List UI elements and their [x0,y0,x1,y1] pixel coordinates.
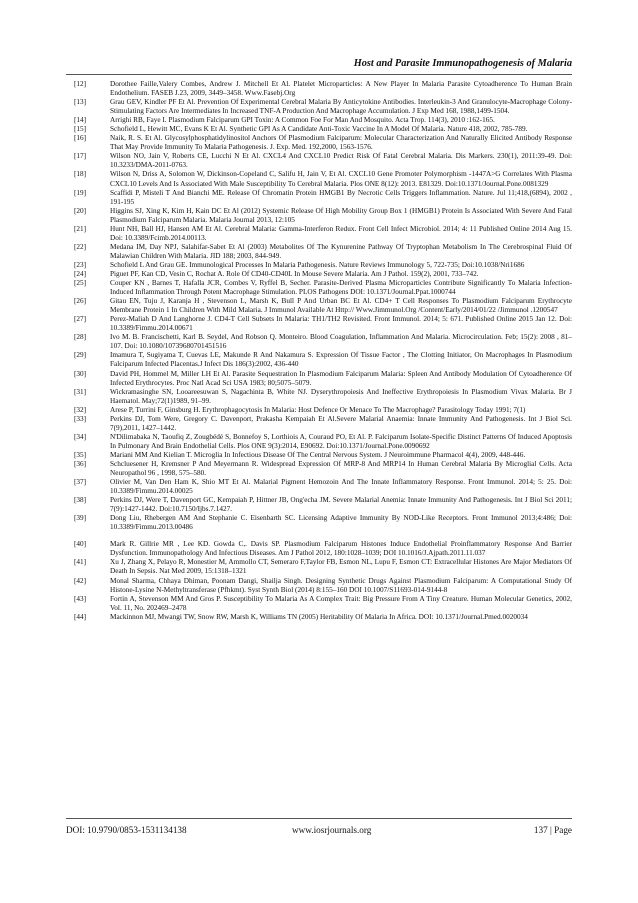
reference-text: Hunt NH, Ball HJ, Hansen AM Et Al. Cerebral Malaria: Gamma-Interferon Redux. Front Cell Infect Microbiol. 2014; 4: 11 Published Online 2014 Aug 15. Doi: 10.3389/Fcimb.2014.00113. [110,224,572,242]
reference-item [74,243,572,261]
reference-number: [42] [74,576,87,585]
reference-item [74,613,572,622]
reference-item [74,98,572,116]
reference-number: [36] [74,459,87,468]
reference-text: Monal Sharma, Chhaya Dhiman, Poonam Dangi, Shailja Singh. Designing Synthetic Drugs Against Plasmodium Falciparum: A Computational Study Of Histone-Lysine N-Methyltransferase (Pfhkmt). Syst Synth Biol (2014) 8:155–160 DOI 10.1007/S11693-014-9144-8 [110,576,572,594]
reference-text: Xu J, Zhang X, Pelayo R, Monestier M, Ammollo CT, Semeraro F,Taylor FB, Esmon NL, Lupu F, Esmon CT: Extracellular Histones Are Major Mediators Of Death In Sepsis. Nat Med 2009, 15:1318–1321 [110,558,572,576]
reference-text: Scaffidi P, Misteli T And Bianchi ME. Release Of Chromatin Protein HMGB1 By Necrotic Cells Triggers Inflammation. Nature. Jul 11;418,(6894), 2002 , 191-195 [110,188,572,206]
running-header: Host and Parasite Immunopathogenesis of Malaria [353,58,572,69]
reference-text: Gitau EN, Tuju J, Karanja H , Stevenson L, Marsh K, Bull P And Urban BC Et Al. CD4+ T Cell Responses To Plasmodium Falciparum Erythrocyte Membrane Protein 1 In Children With Mild Malaria. J Immunol Available At Http:// Www.Jimmunol.Org /Content/Early/2014/01/22 /Jimmunol .1200547 [110,297,572,315]
reference-text: Olivier M, Van Den Ham K, Shio MT Et Al. Malarial Pigment Hemozoin And The Innate Inflammatory Response. Front Immunol. 2014; 5: 25. Doi: 10.3389/Fimmu.2014.00025 [110,478,572,496]
reference-number: [29] [74,351,87,360]
reference-item [74,225,572,243]
reference-item [74,116,572,125]
reference-text: Ivo M. B. Francischetti, Karl B. Seydel, And Robson Q. Monteiro. Blood Coagulation, Inflammation And Malaria. Microcirculation. Feb; 15(2): 2008 , 81–107. Doi: 10.1080/10739680701451516 [110,333,572,351]
reference-number: [14] [74,116,87,125]
reference-number: [18] [74,170,87,179]
reference-number: [12] [74,80,87,88]
reference-list [74,80,572,622]
reference-text: Wickramasinghe SN, Looareesuwan S, Nagachinta B, White NJ. Dyserythropoiesis And Ineffective Erythropoiesis In Plasmodium Vivax Malaria. Br J Haematol. May;72(1)1989, 91–99. [110,387,572,405]
reference-item [74,460,572,478]
reference-number: [23] [74,260,87,269]
reference-text: Dong Liu, Rhebergen AM And Stephanie C. Eisenbarth SC. Licensing Adaptive Immunity By NOD-Like Receptors. Front Immunol 2013;4:486; Doi: 10.3389/Fimmu.2013.00486 [110,514,572,532]
reference-item [74,451,572,460]
reference-text: Fortin A, Stevenson MM And Gros P. Susceptibility To Malaria As A Complex Trait: Big Pressure From A Tiny Creature. Human Molecular Genetics, 2002, Vol. 11, No. 202469–2478 [110,594,572,612]
footer-website: www.iosrjournals.org [292,825,372,835]
reference-text: Grau GEV, Kindler PF Et Al. Prevention Of Experimental Cerebral Malaria By Anticytokine Antibodies. Interleukin-3 And Granulocyte-Macrophage Colony-Stimulating Factors Are Intermediates In Increased TNF-A Production And Macrophage Accumulation. J Exp Med 168, 1988,1499-1504. [110,98,572,116]
reference-number: [39] [74,514,87,523]
reference-item [74,170,572,188]
reference-item [74,370,572,388]
reference-item [74,315,572,333]
reference-item [74,207,572,225]
reference-text: Arrighi RB, Faye I. Plasmodium Falciparum GPI Toxin: A Common Foe For Man And Mosquito. Acta Trop. 114(3), 2010 :162-165. [110,116,495,125]
reference-text: Mariani MM And Kielian T. Microglia In Infectious Disease Of The Central Nervous System. J Neuroimmune Pharmacol 4(4), 2009, 448-446. [110,450,526,459]
reference-item [74,270,572,279]
reference-item [74,558,572,576]
reference-number: [33] [74,414,87,423]
reference-text: Wilson NO, Jain V, Roberts CE, Lucchi N Et Al. CXCL4 And CXCL10 Predict Risk Of Fatal Cerebral Malaria. Dis Markers. 230(1), 2011:39-49. Doi: 10.3233/DMA-2011-0763. [110,152,572,170]
header-rule [66,74,572,75]
reference-number: [44] [74,612,87,621]
reference-item [74,514,572,532]
reference-number: [28] [74,333,87,342]
reference-number: [13] [74,98,87,107]
reference-number: [15] [74,125,87,134]
reference-number: [37] [74,478,87,487]
reference-number: [16] [74,134,87,143]
reference-number: [25] [74,279,87,288]
reference-item [74,80,572,98]
reference-number: [41] [74,558,87,567]
reference-text: David PH, Hommel M, Miller LH Et Al. Parasite Sequestration In Plasmodium Falciparum Malaria: Spleen And Antibody Modulation Of Cytoadherence Of Infected Erythrocytes. Proc Natl Acad Sci USA 1983; 80;5075–5079. [110,369,572,387]
reference-item [74,134,572,152]
reference-text: Higgins SJ, Xing K, Kim H, Kain DC Et Al (2012) Systemic Release Of High Mobility Group Box 1 (HMGB1) Protein Is Associated With Severe And Fatal Plasmodium Falciparum Malaria. Malaria Journal 2013, 12:105 [110,206,572,224]
reference-number: [22] [74,242,87,251]
reference-number: [32] [74,405,87,414]
reference-number: [21] [74,224,87,233]
reference-number: [31] [74,387,87,396]
reference-text: Couper KN , Barnes T, Hafalla JCR, Combes V, Ryffel B, Secher. Parasite-Derived Plasma Microparticles Contribute Significantly To Malaria Infection-Induced Inflammation Through Potent Macrophage Stimulation. PLOS Pathogens DOI: 10.1371/Journal.Ppat.1000744 [110,279,572,297]
footer-rule [66,818,572,819]
footer-doi: DOI: 10.9790/0853-1531134138 [66,825,187,835]
reference-item [74,333,572,351]
reference-text: Naik, R. S. Et Al. Glycosylphosphatidylinositol Anchors Of Plasmodium Falciparum: Molecular Characterization And Naturally Elicited Antibody Response That May Provide Immunity To Malaria Pathogenesis. J. Exp. Med. 192,2000, 1563-1576. [110,134,572,152]
reference-item [74,595,572,613]
reference-item [74,388,572,406]
reference-number: [35] [74,450,87,459]
reference-text: Schofield L And Grau GE. Immunological Processes In Malaria Pathogenesis. Nature Reviews Immunology 5, 722-735; Doi:10.1038/Nri1686 [110,260,525,269]
reference-text: Medana IM, Day NPJ, Salahifar-Sabet Et Al (2003) Metabolites Of The Kynurenine Pathway Of Tryptophan Metabolism In The Cerebrospinal Fluid Of Malawian Children With Malaria. JID 188; 2003, 844-949. [110,242,572,260]
reference-text: Imamura T, Sugiyama T, Cuevas LE, Makunde R And Nakamura S. Expression Of Tissue Factor , The Clotting Initiator, On Macrophages In Plasmodium Falciparum Infected Placentas.J Infect Dis 186(3):2002, 436-440 [110,351,572,369]
reference-number: [38] [74,496,87,505]
reference-text: Perkins DJ, Tom Were, Gregory C. Davenport, Prakasha Kempaiah Et Al.Severe Malarial Anaemia: Innate Immunity And Pathogenesis. Int J Biol Sci. 7(9),2011, 1427–1442. [110,414,572,432]
reference-item [74,478,572,496]
reference-number: [40] [74,540,87,549]
reference-text: N'Dilimabaka N, Taoufiq Z, Zougbédé S, Bonnefoy S, Lorthiois A, Couraud PO, Et Al. P. Falciparum Isolate-Specific Distinct Patterns Of Induced Apoptosis In Pulmonary And Brain Endothelial Cells. Plos ONE 9(3):2014, E90692. Doi:10.1371/Journal.Pone.0090692 [110,432,572,450]
reference-item [74,152,572,170]
reference-item [74,406,572,415]
reference-number: [34] [74,432,87,441]
reference-item [74,279,572,297]
reference-item [74,433,572,451]
reference-item [74,261,572,270]
reference-number: [30] [74,369,87,378]
reference-number: [24] [74,269,87,278]
reference-item [74,496,572,514]
reference-item [74,540,572,558]
footer-page-number: 137 | Page [533,825,572,835]
reference-item [74,125,572,134]
reference-text: Mark R. Gillrie MR , Lee KD. Gowda C,. Davis SP. Plasmodium Falciparum Histones Induce Endothelial Proinflammatory Response And Barrier Dysfunction. Immunopathology And Infectious Diseases. Am J Pathol 2012, 180:1028–1039; DOI 10.1016/J.Ajpath.2011.11.037 [110,540,572,558]
reference-item [74,577,572,595]
reference-item [74,189,572,207]
reference-text: Mackinnon MJ, Mwangi TW, Snow RW, Marsh K, Williams TN (2005) Heritability Of Malaria In Africa. DOI: 10.1371/Journal.Pmed.0020034 [110,612,528,621]
reference-number: [20] [74,206,87,215]
reference-text: Dorothee Faille,Valery Combes, Andrew J. Mitchell Et Al. Platelet Microparticles: A New Player In Malaria Parasite Cytoadherence To Human Brain Endothelium. FASEB J.23, 2009, 3449–3458. Www.Fasebj.Org [110,80,572,98]
reference-text: Schcluesener H, Kremsner P And Meyermann R. Widespread Expression Of MRP-8 And MRP14 In Human Cerebral Malaria By Microglial Cells. Acta Neuropathol 96 , 1998, 575–580. [110,459,572,478]
reference-text: Perez-Maliah D And Langhorne J. CD4-T Cell Subsets In Malaria: TH1/TH2 Revisited. Front Immunol. 2014; 5: 671. Published Online 2015 Jan 12. Doi: 10.3389/Fimmu.2014.00671 [110,315,572,333]
reference-text: Piguet PF, Kan CD, Vesin C, Rochat A. Role Of CD40-CD40L In Mouse Severe Malaria. Am J Pathol. 159(2), 2001, 733–742. [110,269,479,278]
reference-number: [19] [74,188,87,197]
reference-text: Arese P, Turrini F, Ginsburg H. Erythrophagocytosis In Malaria: Host Defence Or Menace To The Macrophage? Parasitology Today 1991; 7(1) [110,405,526,414]
reference-text: Wilson N, Driss A, Solomon W, Dickinson-Copeland C, Salifu H, Jain V, Et Al. CXCL10 Gene Promoter Polymorphism -1447A>G Correlates With Plasma CXCL10 Levels And Is Associated With Male Susceptibility To Cerebral Malaria. Plos ONE 8(12): 2013. E81329. Doi:10.1371/Journal.Pone.0081329 [110,170,572,188]
reference-number: [27] [74,315,87,324]
reference-number: [43] [74,594,87,603]
reference-number: [26] [74,297,87,306]
reference-text: Perkins DJ, Were T, Davenport GC, Kempaiah P, Hittner JB, Ong'echa JM. Severe Malarial Anemia: Innate Immunity And Pathogenesis. Int J Biol Sci 2011; 7(9):1427-1442. Doi:10.7150/Ijbs.7.1427. [110,496,572,514]
reference-item [74,297,572,315]
reference-number: [17] [74,152,87,161]
reference-item [74,351,572,369]
reference-text: Schofield L, Hewitt MC, Evans K Et Al. Synthetic GPI As A Candidate Anti-Toxic Vaccine In A Model Of Malaria. Nature 418, 2002, 785-789. [110,125,528,134]
reference-item [74,415,572,433]
